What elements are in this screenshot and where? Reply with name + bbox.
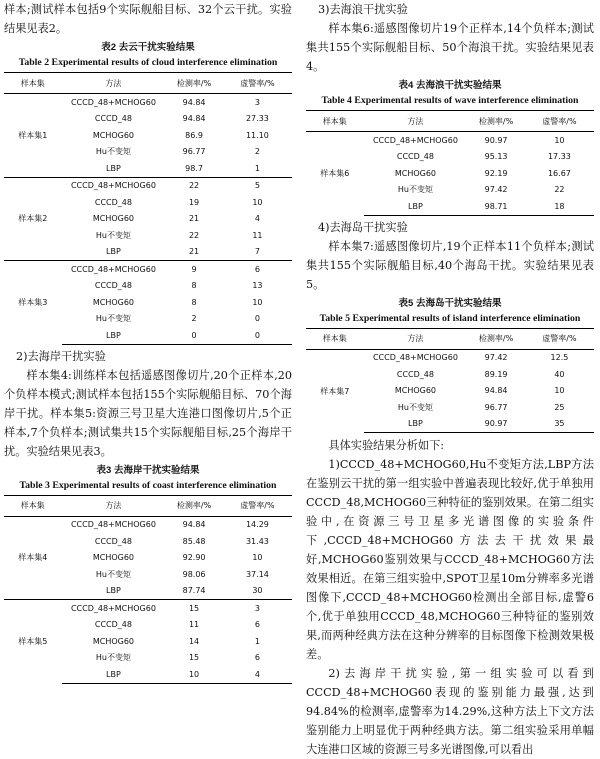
intro-paragraph: 样本;测试样本包括9个实际舰船目标、32个云干扰。实验结果见表2。 — [4, 3, 292, 35]
table4-header-method: 方法 — [364, 111, 468, 132]
detection-cell: 90.97 — [484, 135, 508, 145]
method-cell: CCCD_48+MCHOG60 — [70, 97, 156, 107]
false-alarm-cell: 13 — [252, 281, 263, 291]
sample-set-cell: 样本集6 — [320, 169, 350, 178]
table5-caption-en: Table 5 Experimental results of island interference elimination — [319, 312, 581, 324]
table3 — [4, 495, 292, 684]
method-cell: LBP — [106, 247, 121, 257]
false-alarm-cell: 2 — [254, 147, 260, 157]
method-cell: LBP — [106, 586, 121, 596]
false-alarm-cell: 11.10 — [245, 130, 269, 140]
method-cell: LBP — [364, 416, 468, 433]
table4-caption-en: Table 4 Experimental results of wave interference elimination — [321, 95, 579, 106]
false-alarm-cell: 0 — [254, 314, 260, 324]
table4-caption — [306, 76, 594, 108]
table-row — [306, 349, 594, 366]
detection-cell: 97.42 — [484, 185, 508, 195]
table2-header-set: 样本集 — [4, 73, 62, 94]
detection-cell: 86.9 — [185, 130, 203, 140]
method-cell: CCCD_48 — [396, 152, 434, 162]
table4-header-detection: 检测率/% — [467, 111, 525, 132]
false-alarm-cell: 4 — [254, 214, 260, 224]
false-alarm-cell: 16.67 — [547, 168, 571, 178]
table5-header-detection: 检测率/% — [467, 328, 525, 349]
false-alarm-cell: 10 — [252, 197, 263, 207]
false-alarm-cell: 37.14 — [245, 569, 269, 579]
detection-cell: 22 — [188, 230, 200, 240]
detection-cell: 92.90 — [182, 553, 206, 563]
detection-cell: 14 — [188, 636, 200, 646]
detection-cell: 85.48 — [182, 536, 206, 546]
method-cell: MCHOG60 — [92, 214, 135, 224]
table4-caption-zh: 表4 去海浪干扰实验结果 — [398, 80, 502, 91]
detection-cell: 96.77 — [484, 402, 508, 412]
false-alarm-cell: 4 — [223, 666, 292, 683]
wave-paragraph: 样本集6:遥感图像切片19个正样本,14个负样本;测试集共155个实际舰船目标、50个海浪干扰。实验结果见表4。 — [306, 22, 594, 73]
detection-cell: 15 — [188, 653, 200, 663]
method-cell: CCCD_48 — [396, 369, 434, 379]
method-cell: MCHOG60 — [92, 553, 135, 563]
wave-heading: 3)去海浪干扰实验 — [318, 3, 408, 16]
detection-cell: 89.19 — [484, 369, 508, 379]
method-cell: MCHOG60 — [394, 386, 437, 396]
table4 — [306, 110, 594, 216]
method-cell: CCCD_48 — [94, 536, 132, 546]
method-cell: CCCD_48 — [94, 114, 132, 124]
false-alarm-cell: 10 — [554, 135, 565, 145]
method-cell: LBP — [62, 666, 166, 683]
table2-header-false-alarm: 虚警率/% — [223, 73, 292, 94]
method-cell: Hu不变矩 — [95, 147, 131, 157]
method-cell: CCCD_48+MCHOG60 — [372, 135, 458, 145]
table4-header-false-alarm: 虚警率/% — [525, 111, 594, 132]
false-alarm-cell: 11 — [252, 230, 263, 240]
coast-heading: 2)去海岸干扰实验 — [16, 349, 106, 363]
false-alarm-cell: 35 — [525, 416, 594, 433]
false-alarm-cell: 0 — [223, 327, 292, 344]
sample-set-cell: 样本集1 — [18, 130, 48, 140]
false-alarm-cell: 27.33 — [245, 114, 269, 124]
table2-header-method: 方法 — [62, 73, 166, 94]
false-alarm-cell: 10 — [252, 297, 263, 307]
table3-header-set: 样本集 — [4, 495, 62, 516]
detection-cell: 22 — [165, 177, 223, 194]
method-cell: MCHOG60 — [92, 636, 135, 646]
detection-cell: 19 — [188, 197, 200, 207]
false-alarm-cell: 1 — [254, 636, 260, 646]
detection-cell: 87.74 — [182, 586, 206, 596]
table-row — [4, 600, 292, 617]
false-alarm-cell: 1 — [254, 163, 260, 173]
table3-header-detection: 检测率/% — [165, 495, 223, 516]
table-row — [4, 516, 292, 533]
detection-cell: 94.84 — [182, 114, 206, 124]
left-column — [4, 0, 292, 749]
method-cell: Hu不变矩 — [397, 185, 433, 195]
detection-cell: 94.84 — [182, 520, 206, 530]
detection-cell: 21 — [188, 214, 200, 224]
table2-caption-en: Table 2 Experimental results of cloud interference elimination — [18, 57, 278, 68]
method-cell: Hu不变矩 — [95, 653, 131, 663]
analysis-paragraph-2: 2)去海岸干扰实验,第一组实验可以看到CCCD_48+MCHOG60表现的鉴别能力最强,达到94.84%的检测率,虚警率为14.29%,这种方法上下文方法鉴别能力上明显优于两种经典方法。第二组实验采用单幅大连港口区域的资源三号多光谱图像,可以看出 — [306, 667, 594, 756]
detection-cell: 94.84 — [182, 97, 206, 107]
detection-cell: 8 — [191, 281, 197, 291]
table-row — [4, 261, 292, 278]
false-alarm-cell: 18 — [525, 198, 594, 215]
false-alarm-cell: 31.43 — [245, 536, 269, 546]
method-cell: Hu不变矩 — [95, 230, 131, 240]
table5-header-set: 样本集 — [306, 328, 364, 349]
table2 — [4, 72, 292, 345]
table-row — [4, 177, 292, 194]
false-alarm-cell: 7 — [254, 247, 260, 257]
table4-header-set: 样本集 — [306, 111, 364, 132]
table3-header-method: 方法 — [62, 495, 166, 516]
method-cell: MCHOG60 — [92, 297, 135, 307]
false-alarm-cell: 25 — [554, 402, 565, 412]
sample-set-cell: 样本集3 — [4, 261, 62, 345]
method-cell: CCCD_48 — [94, 281, 132, 291]
analysis-intro: 具体实验结果分析如下: — [328, 439, 445, 452]
false-alarm-cell: 12.5 — [550, 353, 569, 363]
method-cell: CCCD_48+MCHOG60 — [70, 520, 156, 530]
detection-cell: 15 — [165, 600, 223, 617]
coast-paragraph: 样本集4:训练样本包括遥感图像切片,20个正样本,20个负样本模式;测试样本包括155个实际舰船目标、70个海岸干扰。样本集5:资源三号卫星大连港口图像切片,5个正样本,7个负样本;测试集共15个实际舰船目标,25个海岸干扰。实验结果见表3。 — [4, 368, 292, 458]
false-alarm-cell: 14.29 — [245, 520, 269, 530]
table-row — [306, 132, 594, 149]
false-alarm-cell: 30 — [252, 586, 263, 596]
method-cell: CCCD_48+MCHOG60 — [62, 261, 166, 278]
table2-caption-zh: 表2 去云干扰实验结果 — [101, 42, 195, 53]
table-row — [4, 94, 292, 111]
detection-cell: 98.7 — [185, 163, 203, 173]
method-cell: LBP — [62, 327, 166, 344]
sample-set-cell: 样本集4 — [18, 553, 48, 563]
detection-cell: 92.19 — [484, 168, 508, 178]
false-alarm-cell: 10 — [554, 386, 565, 396]
detection-cell: 0 — [165, 327, 223, 344]
sample-set-cell: 样本集7 — [320, 386, 350, 396]
method-cell: Hu不变矩 — [95, 314, 131, 324]
detection-cell: 21 — [188, 247, 200, 257]
false-alarm-cell: 6 — [223, 261, 292, 278]
table5-header-method: 方法 — [364, 328, 468, 349]
method-cell: LBP — [364, 198, 468, 215]
false-alarm-cell: 10 — [252, 553, 263, 563]
method-cell: MCHOG60 — [92, 130, 135, 140]
table5 — [306, 328, 594, 434]
island-heading: 4)去海岛干扰实验 — [318, 220, 408, 234]
sample-set-cell: 样本集5 — [4, 600, 62, 684]
table5-caption — [306, 294, 594, 326]
detection-cell: 97.42 — [484, 353, 508, 363]
method-cell: CCCD_48+MCHOG60 — [372, 353, 458, 363]
method-cell: CCCD_48 — [94, 620, 132, 630]
detection-cell: 2 — [191, 314, 197, 324]
table2-caption — [4, 38, 292, 70]
table3-caption-en: Table 3 Experimental results of coast interference elimination — [19, 479, 277, 491]
detection-cell: 95.13 — [484, 152, 508, 162]
detection-cell: 98.71 — [467, 198, 525, 215]
false-alarm-cell: 22 — [554, 185, 565, 195]
table3-caption — [4, 461, 292, 493]
island-paragraph: 样本集7:遥感图像切片,19个正样本11个负样本;测试集共155个实际舰船目标,40个海岛干扰。实验结果见表5。 — [306, 239, 594, 291]
table2-header-detection: 检测率/% — [165, 73, 223, 94]
detection-cell: 8 — [191, 297, 197, 307]
analysis-paragraph-1: 1)CCCD_48+MCHOG60,Hu不变矩方法,LBP方法在鉴别云干扰的第一组实验中普遍表现比较好,优于单独用CCCD_48,MCHOG60三种特征的鉴别效果。在第二组实验中,在资源三号卫星多光谱图像的实验条件下,CCCD_48+MCHOG60方法去干扰效果最好,MCHOG60鉴别效果与CCCD_48+MCHOG60方法效果相近。在第三组实验中,SPOT卫星10m分辨率多光谱图像下,CCCD_48+MCHOG60检测出全部目标,虚警6个,优于单独用CCCD_48,MCHOG60三种特征的鉴别效果,而两种经典方法在这种分辨率的目标图像下检测效果极差。 — [306, 458, 594, 661]
detection-cell: 94.84 — [484, 386, 508, 396]
method-cell: Hu不变矩 — [397, 402, 433, 412]
false-alarm-cell: 3 — [254, 97, 260, 107]
method-cell: Hu不变矩 — [95, 569, 131, 579]
false-alarm-cell: 6 — [254, 620, 260, 630]
false-alarm-cell: 6 — [254, 653, 260, 663]
detection-cell: 90.97 — [467, 416, 525, 433]
method-cell: CCCD_48+MCHOG60 — [62, 177, 166, 194]
detection-cell: 96.77 — [182, 147, 206, 157]
table5-caption-zh: 表5 去海岛干扰实验结果 — [398, 297, 502, 309]
detection-cell: 11 — [188, 620, 200, 630]
false-alarm-cell: 40 — [554, 369, 565, 379]
sample-set-cell: 样本集2 — [4, 177, 62, 261]
false-alarm-cell: 3 — [223, 600, 292, 617]
method-cell: CCCD_48+MCHOG60 — [62, 600, 166, 617]
right-column — [306, 0, 594, 756]
detection-cell: 98.06 — [182, 569, 206, 579]
false-alarm-cell: 17.33 — [547, 152, 571, 162]
detection-cell: 9 — [165, 261, 223, 278]
method-cell: MCHOG60 — [394, 168, 437, 178]
table3-caption-zh: 表3 去海岸干扰实验结果 — [96, 464, 200, 476]
table3-header-false-alarm: 虚警率/% — [223, 495, 292, 516]
method-cell: CCCD_48 — [94, 197, 132, 207]
table5-header-false-alarm: 虚警率/% — [525, 328, 594, 349]
false-alarm-cell: 5 — [223, 177, 292, 194]
detection-cell: 10 — [165, 666, 223, 683]
method-cell: LBP — [106, 163, 121, 173]
